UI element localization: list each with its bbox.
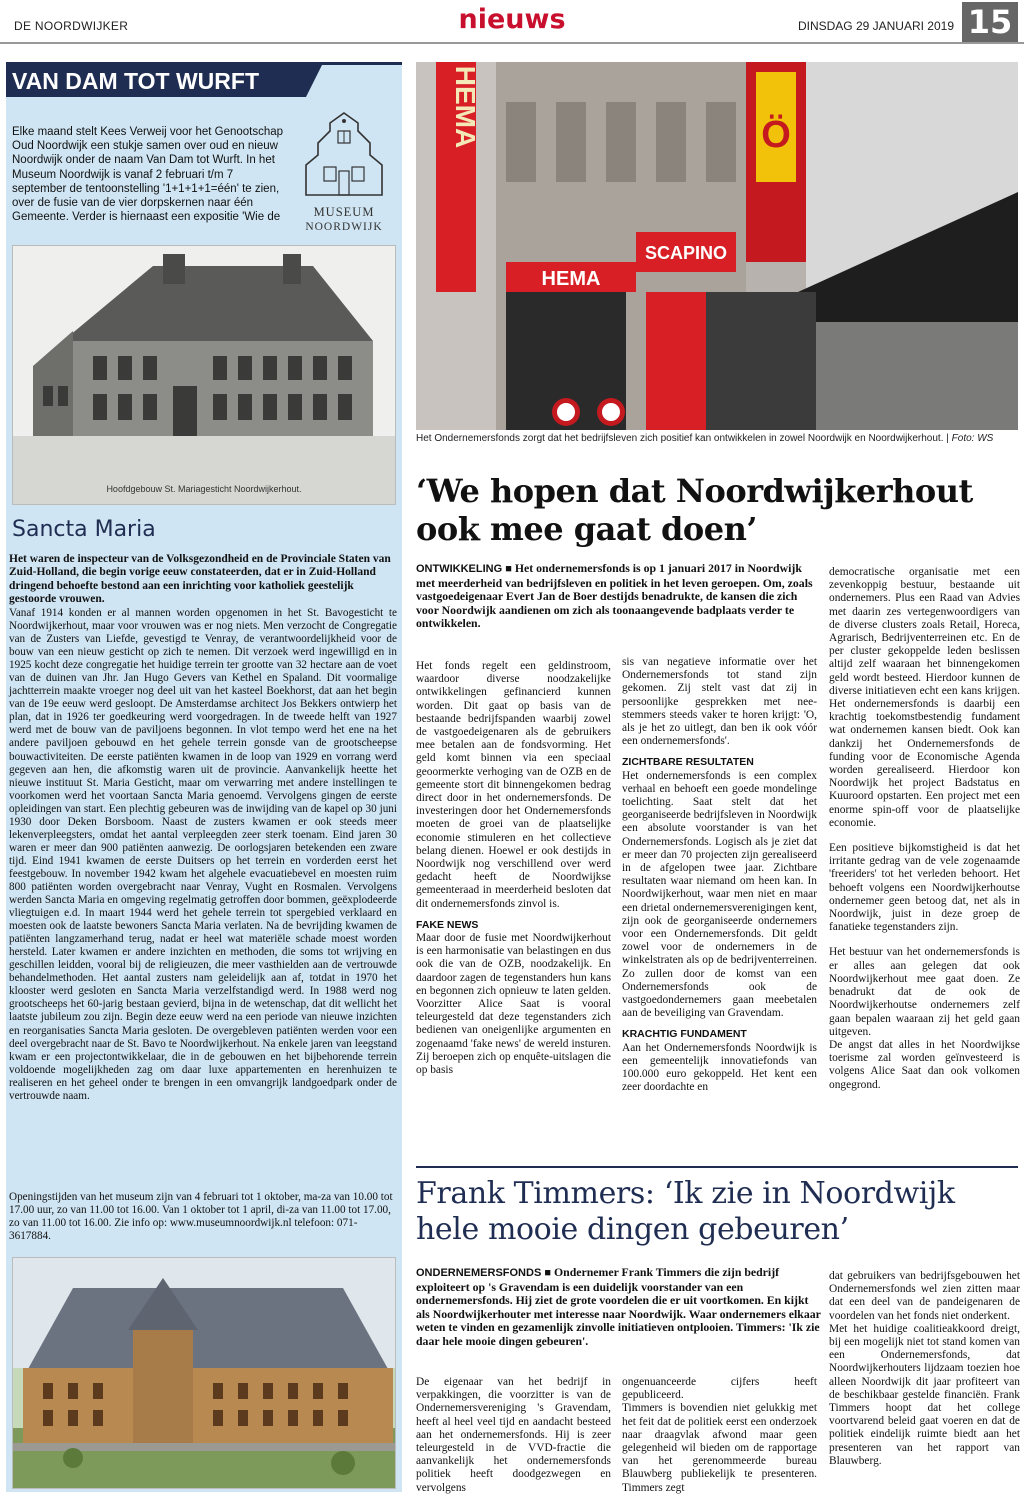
hema-vertical-sign: HEMA <box>450 65 481 149</box>
article1-paragraph: De angst dat alles in het Noordwijkse toerisme zal worden geïnvesteerd is volgens Alice Saat dan ook volkomen ongegrond. <box>829 1038 1020 1091</box>
article1-kicker: ONTWIKKELING ■ <box>416 563 512 575</box>
article2-lead-text: Ondernemer Frank Timmers die zijn bedrijf exploiteert op 's Gravendam is een duidelijk voorstander van een ondernemersfonds. Hij ziet de grote voordelen die er uit voortkomen. En kijkt als Noordwijkerhouter met interesse naar Noordwijk. Waar ondernemers elkaar weten te vinden en gezamenlijk zinvolle initiatieven ontplooien. Timmers: 'Ik zie daar hele mooie dingen gebeuren'. <box>416 1265 821 1348</box>
article2-column-2 <box>622 1376 817 1495</box>
article1-paragraph: Maar door de fusie met Noordwijkerhout is een harmonisatie van belastingen en dus ook die van de OZB, noodzakelijk. En daardoor zagen de tegenstanders hun kans en begonnen zich opnieuw te laten gelden. Voorzitter Alice Saat is vooral teleurgesteld dat deze tegenstanders zich bedienen van oneigenlijke argumenten en zogenaamd 'fake news' de wereld insturen. Zij beroepen zich op enquête-uitslagen die op basis <box>416 932 611 1077</box>
section-title: Sancta Maria <box>12 517 156 542</box>
article1-paragraph: democratische organisatie met een zevenkoppig bestuur, bestaande uit ondernemers. Plus een Raad van Advies met daarin zes vertegenwoordigers van de diverse clusters zoals Retail, Horeca, Agrarisch, Bedrijventerreinen etc. En de per cluster gekoppelde leden beslissen altijd zelf waaraan het binnengekomen geld wordt besteed. Hierdoor kunnen de diverse initiatieven echt een kans krijgen. Het ondernemersfonds is daarbij een krachtig toekomstbestendig fundament wat ondernemen kansen biedt. Ook kan dankzij het Ondernemersfonds de funding voor de Economische Agenda worden gerealiseerd. Hierdoor kon Noordwijk het project Badstatus en Kuuroord opstarten. Een project met een enorme spin-off voor de plaatselijke economie. <box>829 566 1020 829</box>
section-name: nieuws <box>458 4 566 35</box>
article1-subhead-krachtig-fundament: KRACHTIG FUNDAMENT <box>622 1028 747 1041</box>
publication-name: DE NOORDWIJKER <box>14 19 129 33</box>
logo-text-museum: MUSEUM <box>313 205 375 219</box>
article1-paragraph: Het fonds regelt een geldinstroom, waardoor diverse noodzakelijke ontwikkelingen gefinancierd kunnen worden. Dit gaat op basis van de bestaande bedrijfspanden waarbij zowel de vastgoedeigenaren als de gebruikers mee betalen aan de fondsvorming. Het geld komt binnen via een speciaal geoormerkte verhoging van de OZB en de gemeente stort dit binnengekomen bedrag direct door in het ondernemersfonds. De investeringen door het Ondernemersfonds moeten de groei van de plaatselijke economie stimuleren en het collectieve belang dienen. Hoewel er ook destijds in Noordwijk nog verschillend over werd gedacht heeft de Noordwijkse gemeenteraad in meerderheid besloten dat dit ondernemersfonds zinvol is. <box>416 660 611 910</box>
sidebar-van-dam-tot-wurft <box>6 62 402 1492</box>
article2-kicker: ONDERNEMERSFONDS ■ <box>416 1267 551 1279</box>
article1-column-3 <box>829 566 1020 1092</box>
article1-subhead-fake-news: FAKE NEWS <box>416 918 479 931</box>
article2-headline: Frank Timmers: ‘Ik zie in Noordwijk hele mooie dingen gebeuren’ <box>416 1176 955 1247</box>
section-lead: Het waren de inspecteur van de Volksgezondheid en de Provinciale Staten van Zuid-Holland, die begin vorige eeuw constateerden, dat er in Zuid-Holland dringend behoefte bestond aan een inrichting voor katholiek geestelijk gestoorde vrouwen. <box>9 553 391 605</box>
photo-caption-text: Het Ondernemersfonds zorgt dat het bedrijfsleven zich positief kan ontwikkelen in zowel Noordwijk en Noordwijkerhout. | <box>416 433 949 444</box>
article-divider <box>416 1166 1018 1168</box>
article1-paragraph: Het bestuur van het ondernemersfonds is er alles aan gelegen dat ook Noordwijkerhout mee gaat doen. Ze benadrukt dat de ook de Noordwijkerhoutse ondernemers zelf gaan bepalen waaraan zij het geld gaan uitgeven. <box>829 946 1020 1038</box>
logo-text-noordwijk: NOORDWIJK <box>305 221 383 233</box>
article2-paragraph: dat gebruikers van bedrijfsgebouwen het Ondernemersfonds wel zien zitten maar dat een deel van de pandeigenaren de voordelen van het fonds niet onderkent. <box>829 1270 1020 1322</box>
historic-photo-caption: Hoofdgebouw St. Mariagesticht Noordwijkerhout. <box>106 484 302 494</box>
article1-column-1 <box>416 660 611 1077</box>
article1-paragraph: Aan het Ondernemersfonds Noordwijk is een gemeentelijk innovatiefonds van 100.000 euro gekoppeld. Het kent een zeer doordachte en <box>622 1041 817 1094</box>
hema-storefront-sign: HEMA <box>541 268 601 290</box>
column-intro: Elke maand stelt Kees Verweij voor het Genootschap Oud Noordwijk een stukje samen over oud en nieuw Noordwijk onder de naam Van Dam tot Wurft. In het Museum Noordwijk is vanaf 2 februari t/m 7 september de tentoonstelling '1+1+1+1=één' te zien, over de fusie van de vier dorpskernen naar één Gemeente. Verder is hiernaast een expositie 'Wie de <box>12 126 284 224</box>
article2-paragraph: Timmers is bovendien niet gelukkig met het feit dat de politiek eerst een onderzoek naar draagvlak afwond maar geen gelegenheid wil bieden om de rapportage van het gerenommeerde bureau Blauwberg publiekelijk te presenteren. Timmers zegt <box>622 1402 817 1494</box>
yellow-sign: Ö <box>761 114 791 156</box>
historic-building-photo <box>12 245 396 505</box>
article2-paragraph: De eigenaar van het bedrijf in verpakkingen, die voorzitter is van de Ondernemersvereniging 's Gravendam, heeft al heel veel tijd en aandacht besteed aan het ondernemersfonds. Hij is zeer teleurgesteld in de VVD-fractie die aanvankelijk het ondernemersfonds politiek heeft doodgezwegen en vervolgens <box>416 1376 611 1494</box>
article2-column-1 <box>416 1376 611 1495</box>
article1-paragraph: sis van negatieve informatie over het Ondernemersfonds tot stand zijn gekomen. Zij stelt vast dat zij in persoonlijke gesprekken met nee-stemmers steeds vaker te horen krijgt: 'O, als je het zo uitlegt, dan ben ik ook vóór een ondernemersfonds'. <box>622 656 817 748</box>
page-header <box>0 0 1024 44</box>
article1-lead-text: Het ondernemersfonds is op 1 januari 2017 in Noordwijk met meerderheid van bedrijfsleven en politiek in het leven geroepen. Om, zoals vastgoedeigenaar Evert Jan de Boer destijds benadrukte, de kansen die zich voor Noordwijk aandienen om zich als toonaangevende badplaats verder te ontwikkelen. <box>416 561 813 631</box>
article1-headline: ‘We hopen dat Noordwijkerhout ook mee gaat doen’ <box>416 472 973 548</box>
article1-lead <box>416 562 821 631</box>
article1-subhead-zichtbare-resultaten: ZICHTBARE RESULTATEN <box>622 756 754 769</box>
article2-column-3 <box>829 1270 1020 1468</box>
section-body: Vanaf 1914 konden er al mannen worden opgenomen in het St. Bavogesticht te Noordwijkerhout, maar voor vrouwen was er nog niets. Men verzocht de Congregatie van de Zusters van Liefde, gevestigd te Venray, de verantwoordelijkheid voor de bouw van een nieuw gesticht op zich te nemen. Dit verzoek werd ingewilligd en in 1925 kocht deze congregatie het huidige terrein ter grootte van 32 hectare aan de voet van de duinen van Jhr. Jan Hugo Gevers van Kethel en Spaland. Dit voormalige jachtterrein maakte vroeger nog deel uit van het kasteel Boekhorst, dat aan het begin van de 19e eeuw werd gesloopt. De Amsterdamse architect Jos Bekkers ontwierp het plan, dat in 1926 ter goedkeuring werd voorgedragen. In de tweede helft van 1927 werd met de bouw van de paviljoens begonnen. In vlot tempo werd het ene na het andere paviljoen gebouwd en het gehele terrein gonsde van de grootscheepse bouwactiviteiten. De eerste patiënten kwamen in de loop van 1929 en vorrang werd gegeven aan hen, die afkomstig waren uit de provincie. Aanvankelijk heette het nieuwe instituut St. Maria Gesticht, maar om verwarring met andere instellingen te voorkomen werd het voortaan Sancta Maria genoemd. Vervolgens gingen de eerste opleidingen van start. Een plechtig gebeuren was de inwijding van de kapel op 30 juni 1930 door Deken Borsboom. Naast de zusters kwamen er ook steeds meer lekenverpleegsters, omdat het aantal verpleegden zeer sterk toenam. Eind jaren 30 waren er meer dan 900 patiënten aanwezig. De oorlogsjaren betekenden een zware tijd. Eind 1941 kwamen de eerste Duitsers op het terrein en vorderden eerst het feestgebouw. In november 1942 kwam het algehele evacuatiebevel en moesten ruim 800 patiënten worden overgebracht naar Venray, Vught en Rosmalen. Vervolgens werden Sancta Maria en omgeving regelmatig getroffen door bommen, geëxplodeerde vliegtuigen e.d. In maart 1944 werd het gehele terrein tot spergebied verklaard en moesten ook de laatste bewoners Sancta Maria verlaten. Na de bevrijding kwamen de patiënten langzamerhand terug, nadat er heel wat materiële schade moest worden hersteld. Later kwamen er andere inzichten en methoden, die soms tot wrijving en geschillen leidden, vooral bij de religieuzen, die meer vasthielden aan de vertrouwde behandelmethoden. Het aantal zusters nam geleidelijk aan af, totdat in 1970 het klooster werd gesloten en Sancta Maria verzelfstandigd werd. In 1988 werd nog grootscheeps het 60-jarig bestaan gevierd, bijna in de wetenschap, dat dit wellicht het laatste jubileum zou zijn. Begin deze eeuw werd na een periode van nieuwe inzichten en reorganisaties Sancta Maria gesloten. De overgebleven patiënten werden voor een deel overgebracht naar de St. Bavo te Noordwijkerhout. Na enkele jaren van leegstand kwam er een projectontwikkelaar, die in de gebouwen en het bijbehorende terrein voldoende mogelijkheden zag om daar luxe appartementen en herenhuizen te realiseren en het geheel onder te brengen in een omvangrijk landgoedpark onder de vertrouwde naam. <box>9 607 397 1102</box>
page-number: 15 <box>962 2 1018 42</box>
article2-lead <box>416 1266 821 1349</box>
shopping-street-photo <box>416 62 1018 430</box>
museum-opening-hours: Openingstijden van het museum zijn van 4 februari tot 1 oktober, ma-za van 10.00 tot 17.00 uur, zo van 11.00 tot 16.00. Van 1 oktober tot 1 april, di-za van 11.00 tot 17.00, zo van 11.00 tot 16.00. Zie info op: www.museumnoordwijk.nl telefoon: 071-3617884. <box>9 1191 393 1243</box>
issue-date: DINSDAG 29 JANUARI 2019 <box>797 19 954 33</box>
modern-building-photo <box>12 1257 396 1489</box>
scapino-sign: SCAPINO <box>644 243 728 263</box>
photo-credit: Foto: WS <box>951 433 994 444</box>
column-banner: VAN DAM TOT WURFT <box>6 65 306 97</box>
article1-paragraph: Het ondernemersfonds is een complex verhaal en behoeft een goede mondelinge toelichting. Saat stelt dat het georganiseerde bedrijfsleven in Noordwijk een absolute voorstander is van het Ondernemersfonds. Logisch als je ziet dat er meer dan 70 projecten zijn gerealiseerd in de afgelopen twee jaar. Zichtbare resultaten waar niemand om heen kan. In Noordwijkerhout, waar men niet en maar een drietal ondernemersverenigingen kent, zijn ook de georganiseerde ondernemers voor een Ondernemersfonds. Dit geldt zowel voor de ondernemers in de winkelstraten als op de bedrijventerreinen. Zo zullen door de komst van een Ondernemersfonds ook de vastgoedondernemers gaan meebetalen aan de beveiliging van Gravendam. <box>622 769 817 1020</box>
museum-building-icon <box>296 109 392 199</box>
museum-logo <box>296 109 392 239</box>
article2-paragraph: Met het huidige coalitieakkoord dreigt, bij een mogelijk niet tot stand komen van een Ondernemersfonds, dat Noordwijkerhouters lijdzaam toezien hoe alleen Noordwijk dit jaar profiteert van de beschikbaar gestelde financiën. Frank Timmers hoopt dat het college voortvarend beleid gaat voeren en dat de politiek eindelijk ruimte biedt aan het presenteren van het rapport van Blauwberg. <box>829 1322 1020 1467</box>
article2-paragraph: ongenuanceerde cijfers heeft gepubliceerd. <box>622 1376 817 1402</box>
photo-caption <box>416 433 1018 446</box>
article1-paragraph: Een positieve bijkomstigheid is dat het irritante gedrag van de vele zogenaamde 'freeriders' tot het verleden behoort. Het behoeft volgens een Noordwijkerhoutse ondernemer geen betoog dat, net als in Noordwijk, juist in deze groep de fanatieke tegenstanders zijn. <box>829 842 1020 934</box>
article1-column-2 <box>622 656 817 1095</box>
